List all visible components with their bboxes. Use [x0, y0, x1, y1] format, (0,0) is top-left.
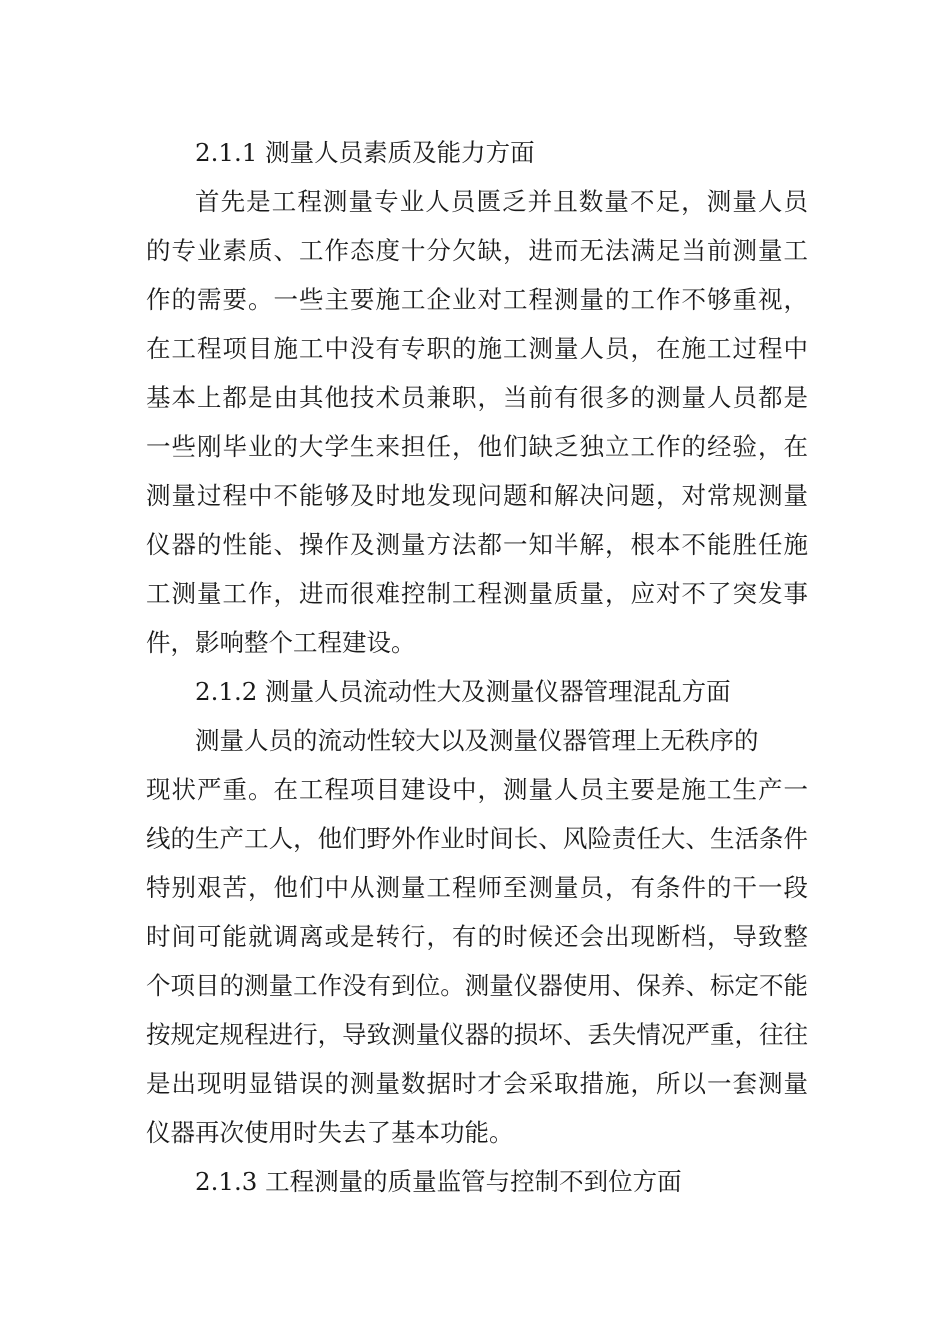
- paragraph-line: 测量人员的流动性较大以及测量仪器管理上无秩序的: [195, 726, 759, 755]
- paragraph-line: 在工程项目施工中没有专职的施工测量人员，在施工过程中: [146, 334, 808, 363]
- paragraph-line: 的专业素质、工作态度十分欠缺，进而无法满足当前测量工: [146, 236, 808, 265]
- section-heading-2-1-3: 2.1.3 工程测量的质量监管与控制不到位方面: [195, 1167, 682, 1196]
- section-paragraph-2-1-2: [146, 716, 808, 1157]
- paragraph-line: 一些刚毕业的大学生来担任，他们缺乏独立工作的经验，在: [146, 432, 808, 461]
- paragraph-line: 按规定规程进行，导致测量仪器的损坏、丢失情况严重，往往: [146, 1020, 808, 1049]
- paragraph-line: 作的需要。一些主要施工企业对工程测量的工作不够重视，: [146, 285, 808, 314]
- section-heading-2-1-2: 2.1.2 测量人员流动性大及测量仪器管理混乱方面: [195, 677, 731, 706]
- paragraph-line: 工测量工作，进而很难控制工程测量质量，应对不了突发事: [146, 579, 808, 608]
- section-heading-2-1-1: 2.1.1 测量人员素质及能力方面: [195, 138, 535, 167]
- paragraph-line: 线的生产工人，他们野外作业时间长、风险责任大、生活条件: [146, 824, 808, 853]
- paragraph-line: 首先是工程测量专业人员匮乏并且数量不足，测量人员: [195, 187, 808, 216]
- paragraph-line: 基本上都是由其他技术员兼职，当前有很多的测量人员都是: [146, 383, 808, 412]
- paragraph-line: 仪器再次使用时失去了基本功能。: [146, 1118, 514, 1147]
- document-body: [146, 128, 808, 1206]
- paragraph-line: 现状严重。在工程项目建设中，测量人员主要是施工生产一: [146, 775, 808, 804]
- paragraph-line: 测量过程中不能够及时地发现问题和解决问题，对常规测量: [146, 481, 808, 510]
- paragraph-line: 是出现明显错误的测量数据时才会采取措施，所以一套测量: [146, 1069, 808, 1098]
- paragraph-line: 件，影响整个工程建设。: [146, 628, 416, 657]
- paragraph-line: 特别艰苦，他们中从测量工程师至测量员，有条件的干一段: [146, 873, 808, 902]
- paragraph-line: 仪器的性能、操作及测量方法都一知半解，根本不能胜任施: [146, 530, 808, 559]
- section-paragraph-2-1-1: [146, 177, 808, 667]
- paragraph-line: 个项目的测量工作没有到位。测量仪器使用、保养、标定不能: [146, 971, 808, 1000]
- paragraph-line: 时间可能就调离或是转行，有的时候还会出现断档，导致整: [146, 922, 808, 951]
